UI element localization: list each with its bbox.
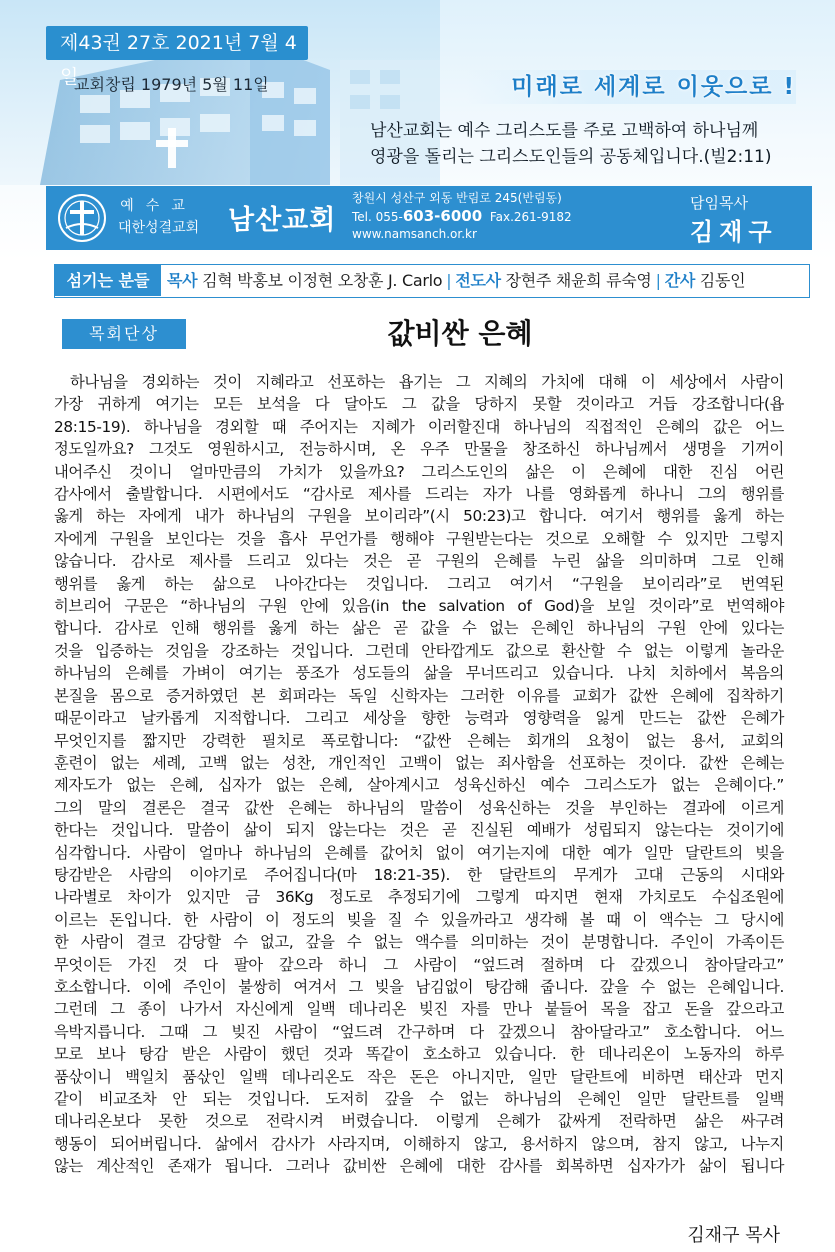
denomination-top: 예수교 [120, 198, 197, 214]
sermon-line: 데나리온보다 못한 것으로 전락시켜 버렸습니다. 이렇게 은혜가 값싸게 전락하면 삶은 싸구려 [54, 1112, 784, 1131]
sermon-line: 훈련이 없는 세례, 고백 없는 성찬, 개인적인 고백이 없는 죄사함을 선포하는 것이다. 값싼 은혜는 [54, 753, 784, 772]
sermon-line: 정도일까요? 그것도 영원하시고, 전능하시며, 온 우주 만물을 창조하신 하나님께서 생명을 기꺼이 [54, 440, 784, 459]
mission-statement [370, 118, 810, 170]
sermon-line: 28:15-19). 하나님을 경외할 때 주어지는 지혜가 이러할진대 하나님의 직접적인 은혜의 값은 어느 [54, 417, 784, 436]
role-staff: 간사 [664, 271, 695, 290]
church-name: 남산교회 [228, 205, 337, 236]
sermon-line: 나라별로 차이가 있지만 금 36Kg 정도로 추정되기에 그렇게 따지면 현재 가치로도 수십조원에 [54, 888, 784, 907]
sermon-line: 합니다. 감사로 인해 행위를 옳게 하는 삶은 곧 값을 수 없는 은혜인 하나님의 구원 안에 있다는 [54, 619, 784, 638]
sermon-line: 무엇이든 가진 것 다 팔아 갚으라 하니 그 사람이 “엎드려 절하며 다 갚겠으니 참아달라고” [54, 955, 784, 974]
denomination-bottom: 대한성결교회 [118, 220, 200, 236]
sermon-line: 않는 계산적인 존재가 됩니다. 그러나 값비싼 은혜에 대한 감사를 회복하면 십자가가 삶이 됩니다 [54, 1157, 784, 1176]
sermon-line: 무엇인지를 짧지만 강력한 필치로 폭로합니다: “값싼 은혜는 회개의 요청이 없는 용서, 교회의 [54, 731, 784, 750]
sermon-line: 한다는 것입니다. 말씀이 삶이 되지 않는다는 것은 곧 진실된 예배가 성립되지 않는다는 것이기에 [54, 821, 784, 840]
fax: Fax.261-9182 [489, 209, 572, 224]
author-signature: 김재구 목사 [687, 1225, 780, 1246]
sermon-line: 하나님의 은혜를 가벼이 여기는 풍조가 성도들의 삶을 무너뜨리고 있습니다. 나치 치하에서 복음의 [54, 664, 784, 683]
role-evangelists: 전도사 [455, 271, 501, 290]
mission-line: 영광을 돌리는 그리스도인들의 공동체입니다.(빌2:11) [370, 147, 772, 167]
founding-date: 교회창립 1979년 5월 11일 [74, 75, 269, 94]
sermon-body [54, 371, 784, 1178]
sermon-line: 탕감받은 사람의 이야기로 주어집니다(마 18:21-35). 한 달란트의 무게가 고대 근동의 시대와 [54, 865, 784, 884]
church-logo-icon [56, 192, 108, 244]
sermon-line: 것을 입증하는 것임을 강조하는 것입니다. 그런데 안타깝게도 값으로 환산할 수 없는 이렇게 놀라운 [54, 641, 784, 660]
staff-bar [54, 264, 810, 298]
sermon-line: 옳게 하는 자에게 내가 하나님의 구원을 보이리라”(시 50:23)고 합니다. 여기서 행위를 옳게 하는 [54, 507, 784, 526]
sermon-line: 않습니다. 감사로 제사를 드리고 있다는 것은 곧 구원의 은혜를 누린 삶을 의미하며 그로 인해 [54, 552, 784, 571]
sermon-line: 한 사람이 결코 감당할 수 없고, 갚을 수 없는 액수를 의미하는 것이 분명합니다. 주인이 가족이든 [54, 933, 784, 952]
sermon-line: 하나님을 경외하는 것이 지혜라고 선포하는 욥기는 그 지혜의 가치에 대해 이 세상에서 사람이 [70, 373, 784, 391]
staff-label: 섬기는 분들 [55, 265, 161, 296]
staff-names: 김동인 [699, 271, 746, 290]
church-info-bar [46, 186, 812, 250]
contact-info [352, 190, 572, 244]
pastor-name: 김재구 [690, 218, 778, 246]
sermon-line: 자에게 구원을 보인다는 것을 흡사 무언가를 행해야 구원받는다는 것으로 오해할 수 있지만 그렇지 [54, 529, 784, 548]
website: www.namsanch.or.kr [352, 227, 477, 241]
sermon-line: 이르는 돈입니다. 한 사람이 이 정도의 빚을 질 수 있을까라고 생각해 볼 때 이 액수는 그 당시에 [54, 910, 784, 929]
sermon-line: 심각합니다. 사람이 얼마나 하나님의 은혜를 값어치 없이 여기는지에 대한 예가 일만 달란트의 빚을 [54, 843, 784, 862]
sermon-line: 행동이 되어버립니다. 삶에서 감사가 사라지며, 이해하지 않고, 용서하지 않으며, 참지 않고, 나누지 [54, 1134, 784, 1153]
separator: | [446, 271, 452, 290]
phone-fax [352, 208, 572, 227]
sermon-line: 히브리어 구문은 “하나님의 구원 안에 있음(in the salvation of God)을 보일 것이라”로 번역해야 [54, 597, 784, 616]
sermon-line: 호소합니다. 이에 주인이 불쌍히 여겨서 그 빚을 남김없이 탕감해 줍니다. 갚을 수 없는 은혜입니다. [54, 977, 784, 996]
sermon-line: 제자도가 없는 은혜, 십자가 없는 은혜, 살아계시고 성육신하신 예수 그리스도가 없는 은혜이다.” [54, 776, 784, 795]
role-pastors: 목사 [167, 271, 198, 290]
sermon-line: 그런데 그 종이 나가서 자신에게 일백 데나리온 빚진 자를 만나 붙들어 목을 잡고 돈을 갚으라고 [54, 1000, 784, 1019]
bulletin-header [0, 0, 835, 260]
sermon-line: 가장 귀하게 여기는 모든 보석을 다 달아도 그 값을 당하지 못할 것이라고 거듭 강조합니다(욥 [54, 395, 784, 414]
sermon-line: 감사에서 출발합니다. 시편에서도 “감사로 제사를 드리는 자가 나를 영화롭게 하나니 그의 행위를 [54, 485, 784, 504]
separator: | [655, 271, 661, 290]
evangelist-names: 장현주 채윤희 류숙영 [505, 271, 652, 290]
sermon-line: 품삯이니 백일치 품삯인 일백 데나리온도 작은 돈은 아니지만, 일만 달란트에 비하면 태산과 먼지 [54, 1067, 784, 1086]
staff-list [167, 265, 745, 296]
sermon-line: 그의 말의 결론은 결국 값싼 은혜는 하나님의 말씀이 성육신하는 것을 부인하는 결과에 이르게 [54, 798, 784, 817]
pastor-title: 담임목사 [690, 194, 748, 212]
sermon-line: 같이 비교조차 안 되는 것입니다. 도저히 갚을 수 없는 하나님의 은혜인 일만 달란트를 일백 [54, 1090, 784, 1108]
sermon-line: 본질을 몸으로 증거하였던 본 회퍼라는 독일 신학자는 그러한 이유를 교회가 값싼 은혜에 집착하기 [54, 686, 784, 705]
sermon-line: 내어주신 것이니 얼마만큼의 가치가 있을까요? 그리스도인의 삶은 이 은혜에 대한 진심 어린 [54, 462, 784, 481]
column-tag: 목회단상 [62, 319, 186, 349]
tel-prefix: Tel. 055- [352, 209, 403, 224]
sermon-title: 값비싼 은혜 [387, 317, 533, 350]
church-slogan: 미래로 세계로 이웃으로 ! [466, 70, 796, 104]
sermon-line: 때문이라고 날카롭게 지적합니다. 그리고 세상을 향한 능력과 영향력을 잃게 만드는 값싼 은혜가 [54, 709, 784, 728]
denomination [118, 195, 199, 239]
issue-info: 제43권 27호 2021년 7월 4일 [46, 26, 308, 60]
sermon-line: 행위를 옳게 하는 삶으로 나아간다는 것입니다. 그리고 여기서 “구원을 보이리라”로 번역된 [54, 574, 784, 593]
mission-line: 남산교회는 예수 그리스도를 주로 고백하여 하나님께 [370, 121, 759, 141]
address: 창원시 성산구 외동 반림로 245(반림동) [352, 191, 562, 205]
sermon-line: 모로 보나 탕감 받은 사람이 했던 것과 똑같이 호소하고 있습니다. 한 데나리온이 노동자의 하루 [54, 1045, 784, 1064]
pastor-names: 김혁 박홍보 이정현 오창훈 J. Carlo [202, 271, 443, 290]
tel-number: 603-6000 [402, 206, 483, 225]
sermon-line: 윽박지릅니다. 그때 그 빚진 사람이 “엎드려 간구하며 다 갚겠으니 참아달라고” 호소합니다. 어느 [54, 1022, 784, 1041]
